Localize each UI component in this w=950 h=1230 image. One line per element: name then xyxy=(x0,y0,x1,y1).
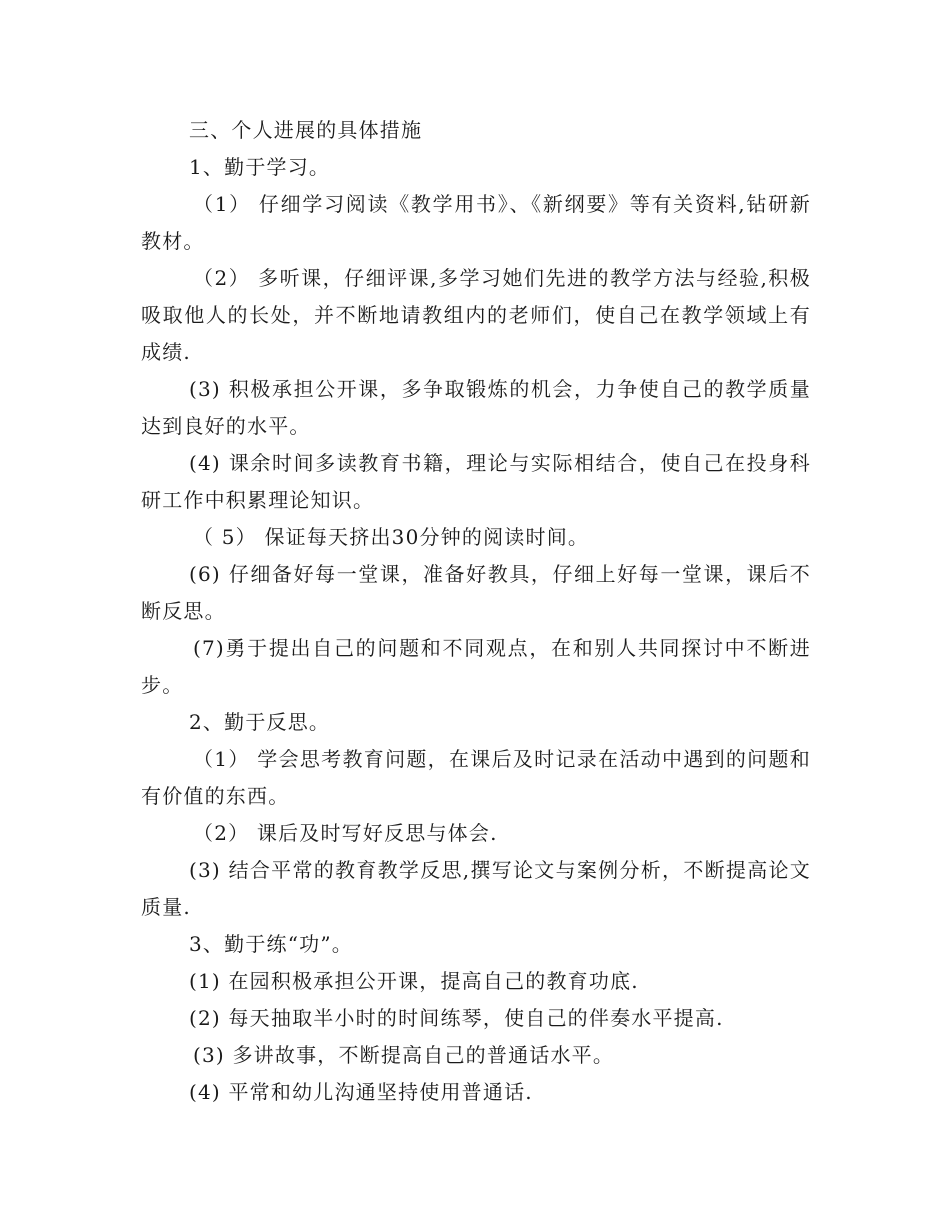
group2-item-1: （1） 学会思考教育问题，在课后及时记录在活动中遇到的问题和有价值的东西。 xyxy=(141,747,811,808)
group3-item-4: (4) 平常和幼儿沟通坚持使用普通话. xyxy=(189,1080,533,1104)
group3-item-1: (1) 在园积极承担公开课，提高自己的教育功底. xyxy=(189,969,639,993)
group1-item-6: (6) 仔细备好每一堂课，准备好教具，仔细上好每一堂课，课后不断反思。 xyxy=(141,562,811,623)
section-heading: 三、个人进展的具体措施 xyxy=(189,118,423,142)
group2-item-3: (3) 结合平常的教育教学反思,撰写论文与案例分析，不断提高论文质量. xyxy=(141,858,811,919)
group1-item-2: （2） 多听课，仔细评课,多学习她们先进的教学方法与经验,积极吸取他人的长处，并不断地请教组内的老师们，使自己在教学领域上有成绩. xyxy=(141,266,811,364)
group1-item-4: (4) 课余时间多读教育书籍，理论与实际相结合，使自己在投身科研工作中积累理论知识。 xyxy=(141,451,811,512)
group1-item-7: (7)勇于提出自己的问题和不同观点，在和别人共同探讨中不断进步。 xyxy=(141,636,811,697)
group1-item-1: （1） 仔细学习阅读《教学用书》、《新纲要》等有关资料,钻研新教材。 xyxy=(141,192,811,253)
group3-item-3: (3) 多讲故事，不断提高自己的普通话水平。 xyxy=(193,1043,615,1067)
group1-item-5: （ 5） 保证每天挤出30分钟的阅读时间。 xyxy=(193,525,590,549)
group1-heading: 1、勤于学习。 xyxy=(189,155,331,179)
group2-item-2: （2） 课后及时写好反思与体会. xyxy=(193,821,498,845)
group3-item-2: (2) 每天抽取半小时的时间练琴，使自己的伴奏水平提高. xyxy=(189,1006,724,1030)
group2-heading: 2、勤于反思。 xyxy=(189,710,331,734)
group1-item-3: (3) 积极承担公开课，多争取锻炼的机会，力争使自己的教学质量达到良好的水平。 xyxy=(141,377,811,438)
group3-heading: 3、勤于练“功”。 xyxy=(189,932,353,956)
document-body xyxy=(141,112,811,1111)
